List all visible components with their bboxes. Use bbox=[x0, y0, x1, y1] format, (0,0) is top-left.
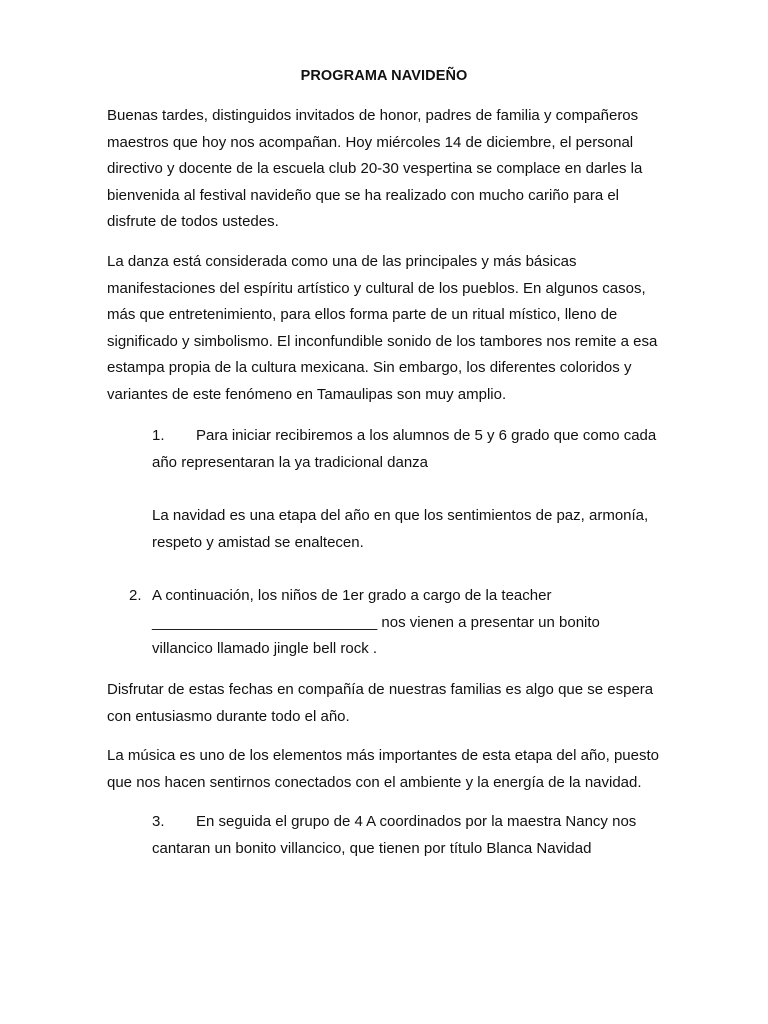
item-2-line: villancico llamado jingle bell rock . bbox=[152, 640, 378, 658]
item-2-text bbox=[152, 583, 600, 663]
item-1-text bbox=[152, 423, 656, 476]
dance-line: variantes de este fenómeno en Tamaulipas son muy amplio. bbox=[107, 385, 507, 403]
intro-line: maestros que hoy nos acompañan. Hoy miércoles 14 de diciembre, el personal bbox=[107, 133, 634, 151]
family-line: Disfrutar de estas fechas en compañía de nuestras familias es algo que se espera bbox=[107, 681, 654, 698]
item-2-line: ___________________________ nos vienen a presentar un bonito bbox=[152, 613, 600, 631]
item-2-number: 2. bbox=[129, 587, 142, 604]
music-line: que nos hacen sentirnos conectados con el ambiente y la energía de la navidad. bbox=[107, 773, 642, 791]
item-1-line: Para iniciar recibiremos a los alumnos de 5 y 6 grado que como cada bbox=[196, 427, 657, 444]
family-line: con entusiasmo durante todo el año. bbox=[107, 707, 350, 725]
intro-line: bienvenida al festival navideño que se ha realizado con mucho cariño para el bbox=[107, 186, 619, 204]
intro-line: disfrute de todos ustedes. bbox=[107, 213, 279, 231]
dance-line: significado y simbolismo. El inconfundible sonido de los tambores nos remite a esa bbox=[107, 332, 658, 350]
item-1-line: año representaran la ya tradicional danza bbox=[152, 453, 429, 471]
christmas-line: La navidad es una etapa del año en que los sentimientos de paz, armonía, bbox=[152, 507, 649, 524]
dance-paragraph bbox=[107, 249, 657, 409]
item-3-number: 3. bbox=[152, 813, 165, 830]
music-paragraph bbox=[107, 743, 659, 796]
christmas-line: respeto y amistad se enaltecen. bbox=[152, 533, 364, 551]
christmas-paragraph bbox=[152, 503, 648, 556]
item-3-line: En seguida el grupo de 4 A coordinados por la maestra Nancy nos bbox=[196, 813, 637, 830]
dance-line: estampa propia de la cultura mexicana. Sin embargo, los diferentes coloridos y bbox=[107, 359, 632, 377]
intro-paragraph bbox=[107, 103, 642, 236]
dance-line: La danza está considerada como una de las principales y más básicas bbox=[107, 253, 577, 270]
item-3-line: cantaran un bonito villancico, que tienen por título Blanca Navidad bbox=[152, 839, 592, 857]
music-line: La música es uno de los elementos más importantes de esta etapa del año, puesto bbox=[107, 747, 660, 764]
document-title: PROGRAMA NAVIDEÑO bbox=[300, 68, 468, 84]
dance-line: manifestaciones del espíritu artístico y cultural de los pueblos. En algunos casos, bbox=[107, 279, 646, 297]
intro-line: directivo y docente de la escuela club 20-30 vespertina se complace en darles la bbox=[107, 160, 643, 178]
item-2-line: A continuación, los niños de 1er grado a cargo de la teacher bbox=[152, 587, 552, 604]
dance-line: más que entretenimiento, para ellos forma parte de un ritual místico, lleno de bbox=[107, 306, 618, 324]
intro-line: Buenas tardes, distinguidos invitados de honor, padres de familia y compañeros bbox=[107, 107, 639, 124]
item-1-number: 1. bbox=[152, 427, 165, 444]
family-paragraph bbox=[107, 677, 653, 730]
item-3-text bbox=[152, 809, 636, 862]
